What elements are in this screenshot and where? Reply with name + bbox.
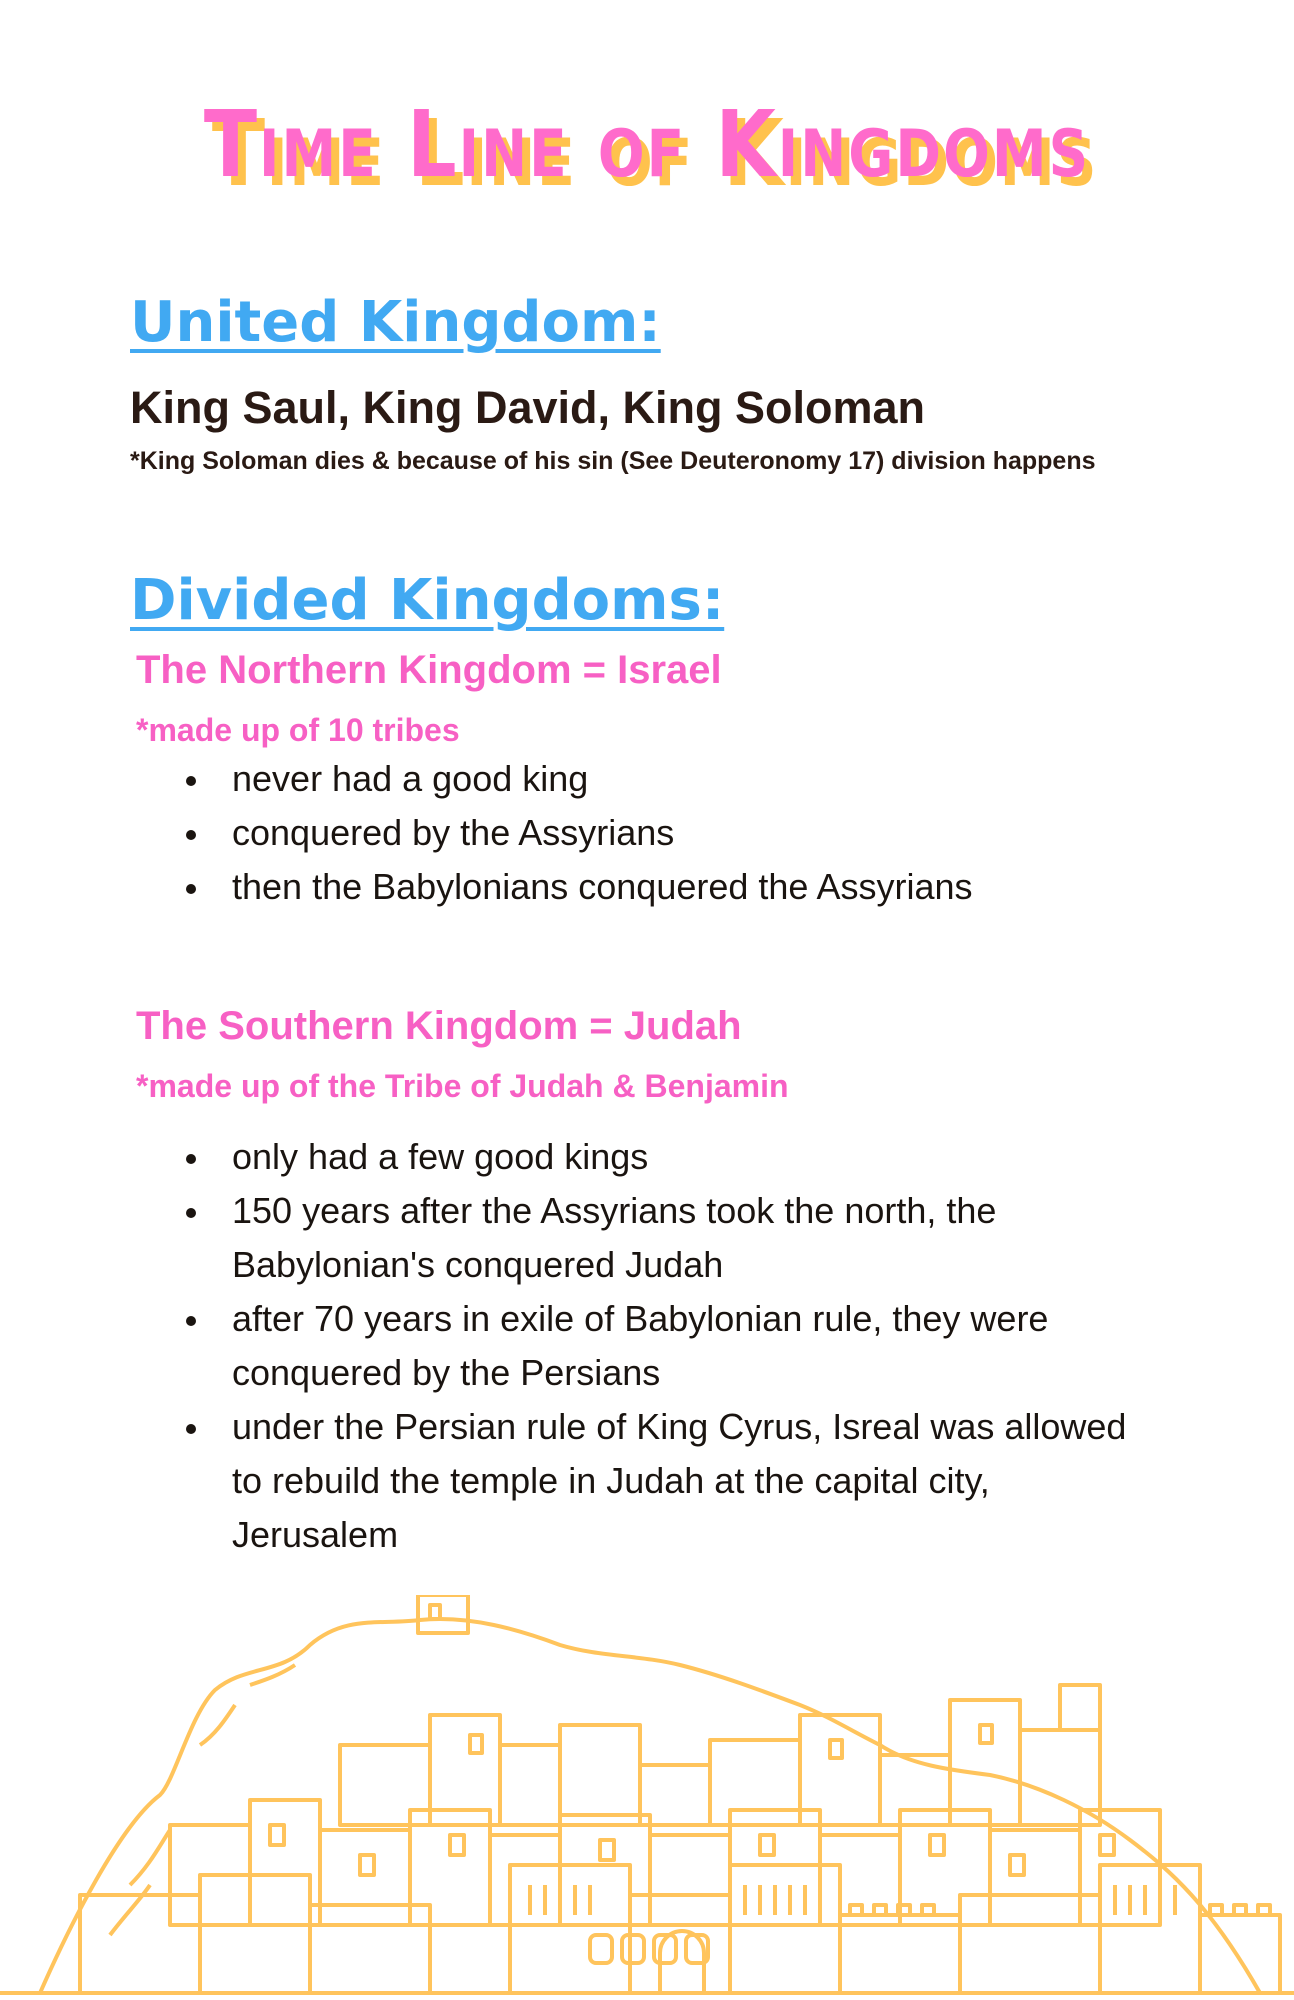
list-item: then the Babylonians conquered the Assyrians: [186, 860, 1146, 914]
southern-kingdom-title: The Southern Kingdom = Judah: [136, 1004, 742, 1048]
divided-kingdoms-heading: Divided Kingdoms:: [130, 568, 725, 633]
united-division-note: *King Soloman dies & because of his sin (See Deuteronomy 17) division happens: [130, 447, 1096, 475]
southern-kingdom-points: [186, 1130, 1146, 1562]
city-skyline-illustration: [0, 1595, 1294, 2000]
list-item: under the Persian rule of King Cyrus, Isreal was allowed to rebuild the temple in Judah at the capital city, Jerusalem: [186, 1400, 1146, 1562]
northern-kingdom-points: [186, 752, 1146, 914]
list-item: 150 years after the Assyrians took the north, the Babylonian's conquered Judah: [186, 1184, 1146, 1292]
northern-kingdom-title: The Northern Kingdom = Israel: [136, 648, 722, 692]
list-item: conquered by the Assyrians: [186, 806, 1146, 860]
page-title: Time Line of Kingdoms: [203, 92, 1091, 199]
northern-kingdom-subtitle: *made up of 10 tribes: [136, 712, 460, 748]
southern-kingdom-subtitle: *made up of the Tribe of Judah & Benjamin: [136, 1068, 789, 1104]
list-item: never had a good king: [186, 752, 1146, 806]
list-item: after 70 years in exile of Babylonian rule, they were conquered by the Persians: [186, 1292, 1146, 1400]
list-item: only had a few good kings: [186, 1130, 1146, 1184]
united-kings-list: King Saul, King David, King Soloman: [130, 382, 926, 433]
united-kingdom-heading: United Kingdom:: [130, 290, 661, 355]
